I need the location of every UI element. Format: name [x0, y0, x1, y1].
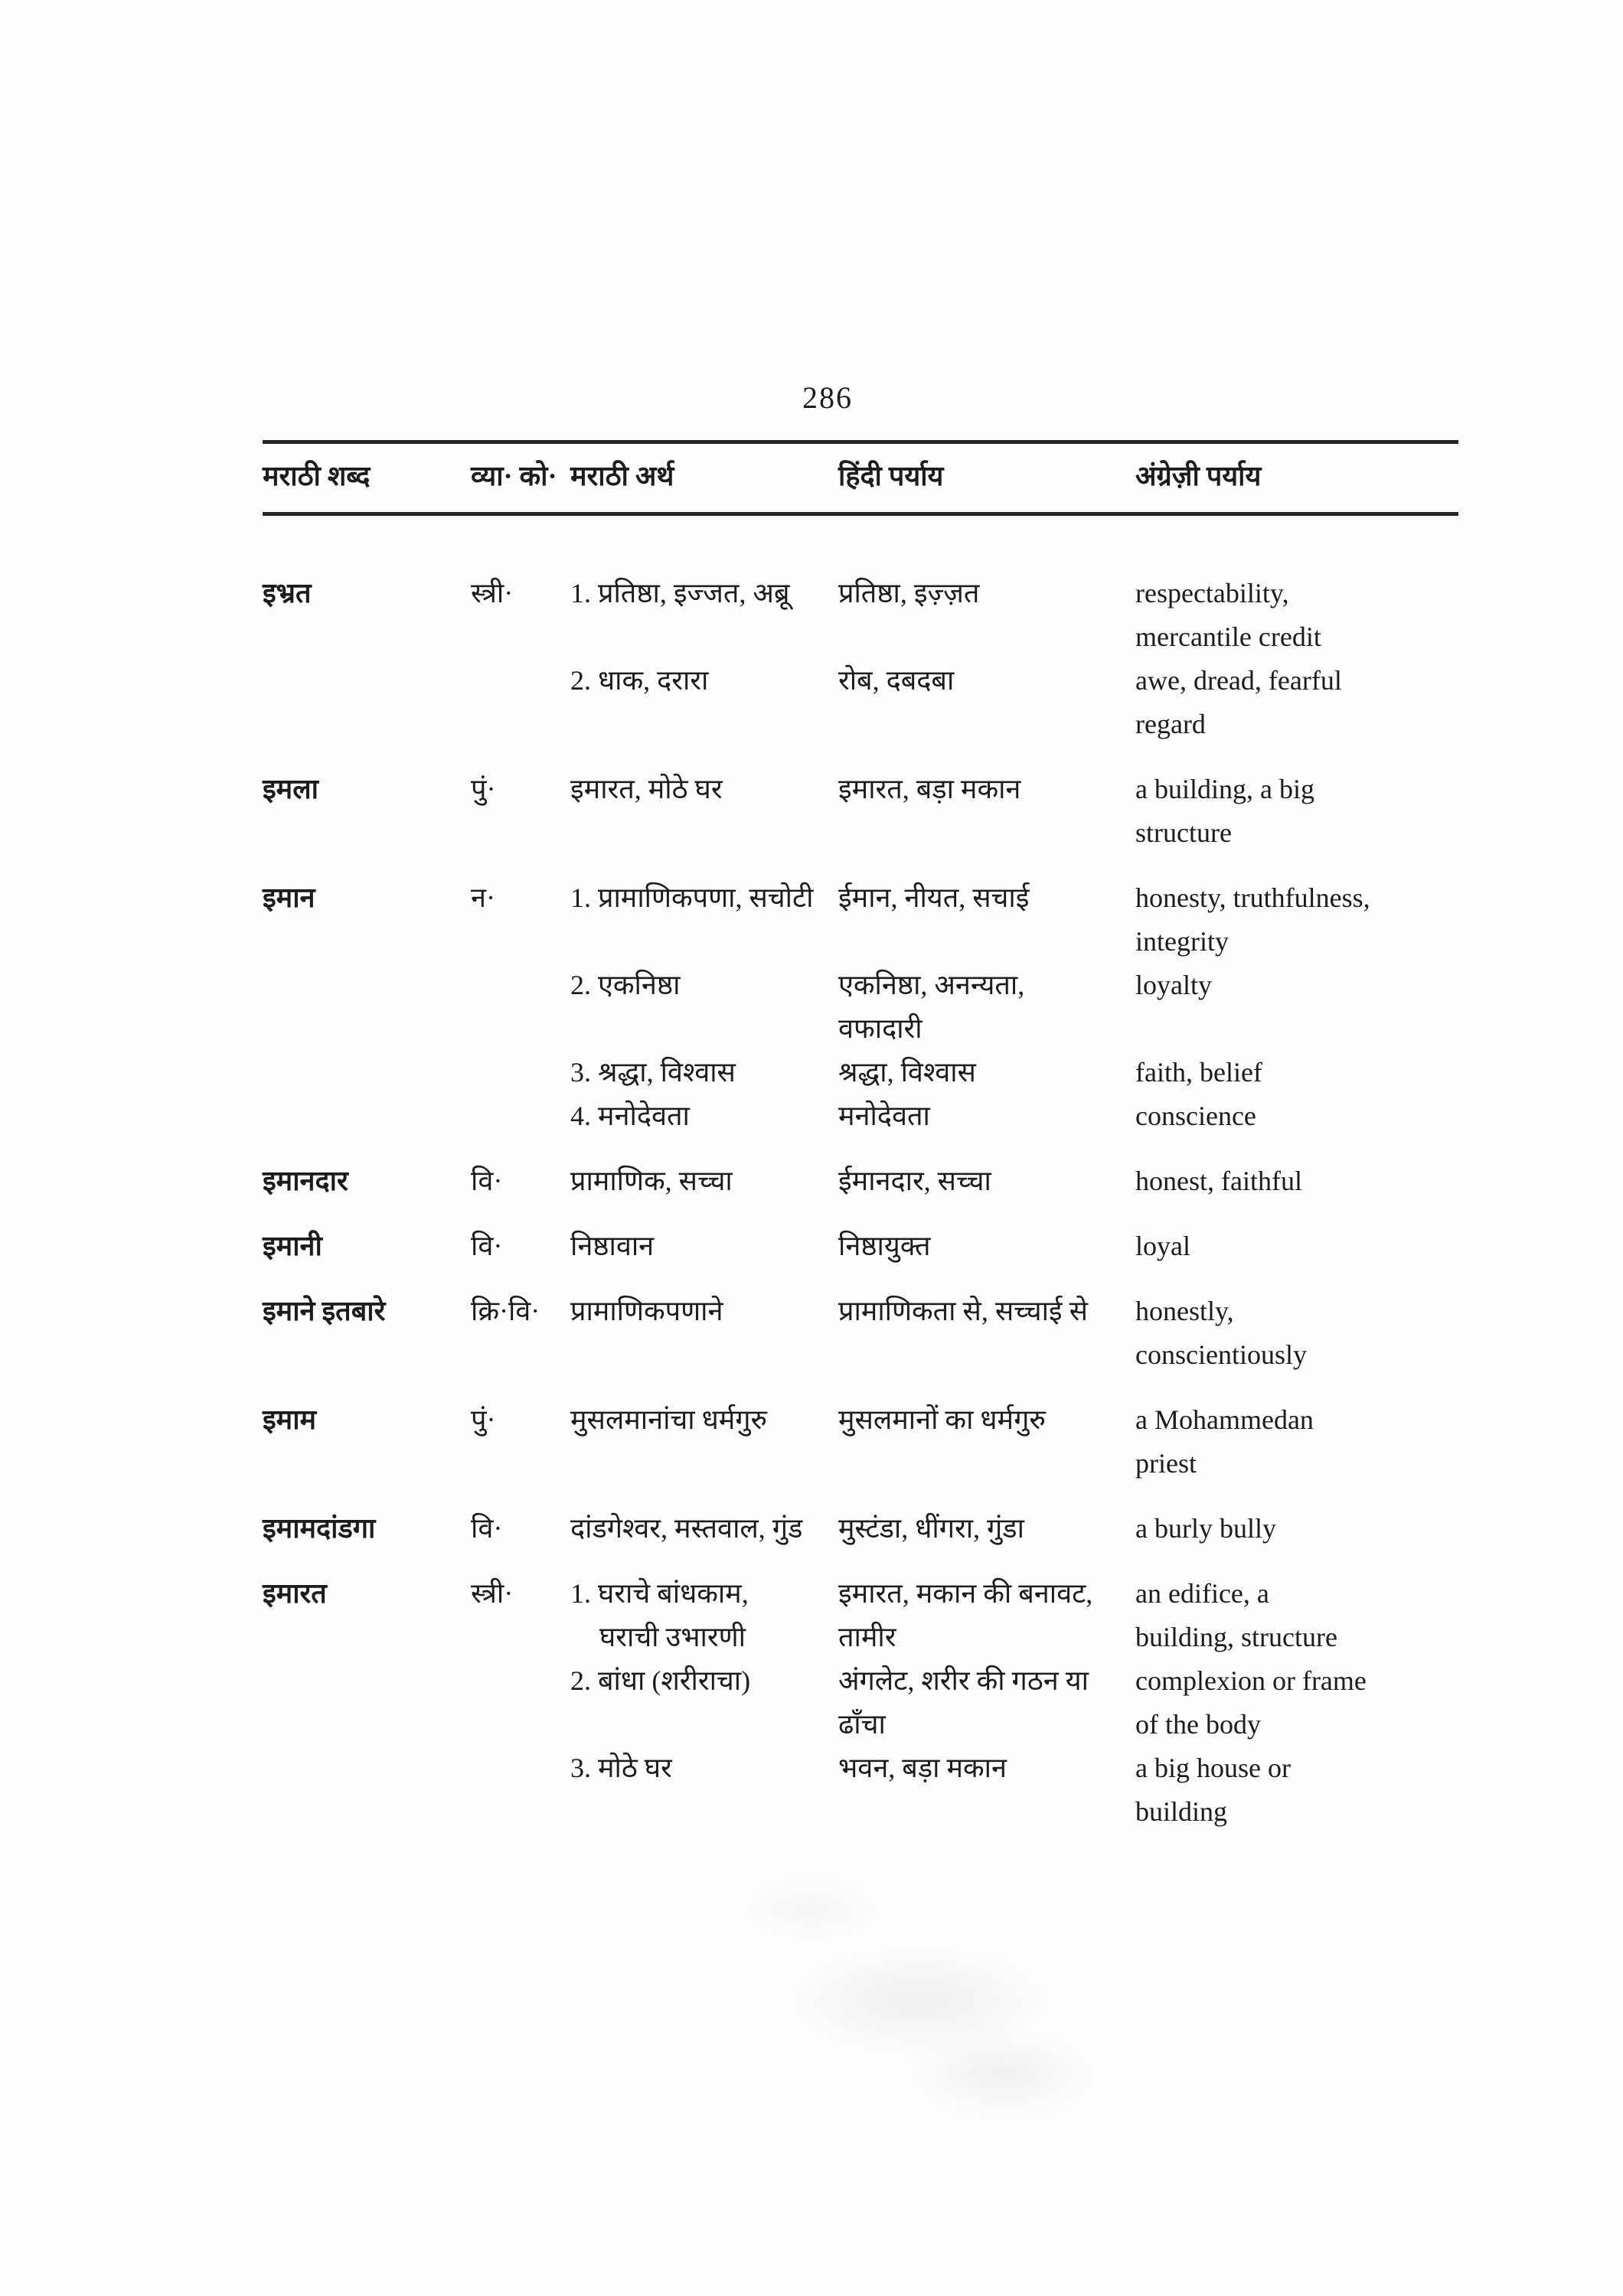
hindi-equivalent: [838, 574, 1135, 661]
dictionary-table: [263, 440, 1458, 1836]
marathi-meaning: [570, 1574, 838, 1662]
text-line: श्रद्धा, विश्वास: [838, 1057, 976, 1088]
dictionary-entry: [263, 574, 1458, 748]
text-line: इमारत, बड़ा मकान: [838, 774, 1021, 804]
text-line: faith, belief: [1135, 1057, 1262, 1088]
text-line: रोब, दबदबा: [838, 665, 955, 696]
english-equivalent: [1135, 1053, 1458, 1097]
text-line: building, structure: [1135, 1622, 1337, 1652]
text-line: awe, dread, fearful: [1135, 665, 1342, 696]
text-line: a burly bully: [1135, 1513, 1276, 1544]
text-line: निष्ठायुक्त: [838, 1231, 931, 1261]
text-line: मुसलमानों का धर्मगुरु: [838, 1404, 1046, 1435]
entry-grammar-label: [471, 1574, 570, 1836]
hindi-equivalent: [838, 661, 1135, 748]
dictionary-entry: [263, 1292, 1458, 1379]
text-line: इमाने इतबारे: [263, 1296, 386, 1326]
entry-senses: [570, 1509, 1458, 1553]
text-line: मुस्टंडा, धींगरा, गुंडा: [838, 1513, 1024, 1544]
marathi-meaning: [570, 770, 838, 857]
text-line: ढाँचा: [838, 1709, 886, 1740]
hindi-equivalent: [838, 1097, 1135, 1140]
text-line: a Mohammedan: [1135, 1404, 1314, 1435]
marathi-meaning: [570, 1401, 838, 1488]
entry-senses: [570, 1162, 1458, 1205]
entry-sense: [570, 770, 1458, 857]
english-equivalent: [1135, 1749, 1458, 1836]
marathi-meaning: [570, 574, 838, 661]
dictionary-entry: [263, 1509, 1458, 1553]
column-header-grammar: व्या· को·: [471, 461, 557, 491]
entry-sense: [570, 1097, 1458, 1140]
english-equivalent: [1135, 1097, 1458, 1140]
scan-artifact: [903, 2028, 1102, 2120]
hindi-equivalent: [838, 1292, 1135, 1379]
page-number: 286: [802, 380, 853, 415]
hindi-equivalent: [838, 1162, 1135, 1205]
text-line: इमारत, मोठे घर: [570, 774, 723, 804]
text-line: इमारत: [263, 1578, 327, 1609]
dictionary-entry: [263, 770, 1458, 857]
entry-sense: [570, 661, 1458, 748]
english-equivalent: [1135, 770, 1458, 857]
text-line: न·: [471, 882, 495, 913]
hindi-equivalent: [838, 1401, 1135, 1488]
entry-headword: [263, 1574, 471, 1836]
text-line: इमारत, मकान की बनावट,: [838, 1578, 1093, 1609]
text-line: इमाम: [263, 1404, 317, 1435]
text-line: loyal: [1135, 1231, 1190, 1261]
text-line: पुं·: [471, 1404, 496, 1435]
text-line: conscientiously: [1135, 1339, 1307, 1370]
scan-artifact: [781, 1944, 1056, 2059]
text-line: ईमान, नीयत, सचाई: [838, 882, 1030, 913]
english-equivalent: [1135, 1227, 1458, 1270]
hindi-equivalent: [838, 1749, 1135, 1836]
text-line: honestly,: [1135, 1296, 1234, 1326]
hindi-equivalent: [838, 1227, 1135, 1270]
text-line: 1. प्रामाणिकपणा, सचोटी: [570, 882, 814, 913]
marathi-meaning: [570, 966, 838, 1053]
entry-headword: [263, 1227, 471, 1270]
entry-senses: [570, 1574, 1458, 1836]
entry-headword: [263, 879, 471, 1140]
entry-senses: [570, 770, 1458, 857]
entry-grammar-label: [471, 770, 570, 857]
text-line: वि·: [471, 1231, 503, 1261]
text-line: an edifice, a: [1135, 1578, 1269, 1609]
entry-headword: [263, 574, 471, 748]
text-line: regard: [1135, 709, 1206, 739]
english-equivalent: [1135, 966, 1458, 1053]
entry-sense: [570, 574, 1458, 661]
hindi-equivalent: [838, 1053, 1135, 1097]
hindi-equivalent: [838, 1662, 1135, 1749]
text-line: इमानदार: [263, 1166, 348, 1196]
text-line: वफादारी: [838, 1013, 923, 1044]
entry-senses: [570, 574, 1458, 748]
english-equivalent: [1135, 574, 1458, 661]
text-line: building: [1135, 1796, 1228, 1827]
text-line: मनोदेवता: [838, 1101, 930, 1131]
text-line: घराची उभारणी: [599, 1622, 746, 1652]
entry-sense: [570, 1292, 1458, 1379]
text-line: इमानी: [263, 1231, 322, 1261]
text-line: 3. श्रद्धा, विश्वास: [570, 1057, 736, 1088]
entry-headword: [263, 770, 471, 857]
text-line: priest: [1135, 1448, 1197, 1479]
entry-grammar-label: [471, 574, 570, 748]
marathi-meaning: [570, 1053, 838, 1097]
entry-sense: [570, 966, 1458, 1053]
text-line: ईमानदार, सच्चा: [838, 1166, 991, 1196]
text-line: पुं·: [471, 774, 496, 804]
marathi-meaning: [570, 1749, 838, 1836]
text-line: वि·: [471, 1513, 503, 1544]
text-line: 1. प्रतिष्ठा, इज्जत, अब्रू: [570, 578, 790, 608]
text-line: integrity: [1135, 926, 1229, 957]
text-line: a big house or: [1135, 1753, 1291, 1783]
text-line: of the body: [1135, 1709, 1261, 1740]
entry-sense: [570, 879, 1458, 966]
text-line: a building, a big: [1135, 774, 1314, 804]
entry-headword: [263, 1509, 471, 1553]
text-line: 4. मनोदेवता: [570, 1101, 690, 1131]
entry-sense: [570, 1401, 1458, 1488]
text-line: loyalty: [1135, 970, 1212, 1000]
text-line: respectability,: [1135, 578, 1289, 608]
text-line: अंगलेट, शरीर की गठन या: [838, 1665, 1089, 1696]
entry-grammar-label: [471, 1509, 570, 1553]
marathi-meaning: [570, 1292, 838, 1379]
column-header-english-equivalent: अंग्रेज़ी पर्याय: [1135, 461, 1262, 491]
scan-artifact: [735, 1875, 888, 1944]
text-line: प्रामाणिकपणाने: [570, 1296, 723, 1326]
text-line: 2. धाक, दरारा: [570, 665, 709, 696]
entry-grammar-label: [471, 1401, 570, 1488]
entry-grammar-label: [471, 1292, 570, 1379]
english-equivalent: [1135, 1292, 1458, 1379]
text-line: conscience: [1135, 1101, 1256, 1131]
dictionary-entry: [263, 1162, 1458, 1205]
text-line: तामीर: [838, 1622, 896, 1652]
text-line: मुसलमानांचा धर्मगुरु: [570, 1404, 768, 1435]
text-line: दांडगेश्वर, मस्तवाल, गुंड: [570, 1513, 803, 1544]
english-equivalent: [1135, 1162, 1458, 1205]
text-line: honest, faithful: [1135, 1166, 1302, 1196]
entry-sense: [570, 1162, 1458, 1205]
text-line: 3. मोठे घर: [570, 1753, 672, 1783]
marathi-meaning: [570, 1162, 838, 1205]
marathi-meaning: [570, 1097, 838, 1140]
marathi-meaning: [570, 661, 838, 748]
entry-senses: [570, 879, 1458, 1140]
text-line: इमामदांडगा: [263, 1513, 376, 1544]
column-header-marathi-word: मराठी शब्द: [263, 461, 371, 491]
entry-headword: [263, 1162, 471, 1205]
text-line: mercantile credit: [1135, 621, 1321, 652]
dictionary-entry: [263, 1574, 1458, 1836]
column-header-hindi-equivalent: हिंदी पर्याय: [838, 461, 944, 491]
text-line: निष्ठावान: [570, 1231, 655, 1261]
marathi-meaning: [570, 879, 838, 966]
text-line: 1. घराचे बांधकाम,: [570, 1578, 749, 1609]
entry-senses: [570, 1227, 1458, 1270]
text-line: भवन, बड़ा मकान: [838, 1753, 1007, 1783]
english-equivalent: [1135, 1401, 1458, 1488]
text-line: वि·: [471, 1166, 503, 1196]
dictionary-entry: [263, 879, 1458, 1140]
hindi-equivalent: [838, 879, 1135, 966]
entry-headword: [263, 1292, 471, 1379]
entry-sense: [570, 1053, 1458, 1097]
entry-senses: [570, 1401, 1458, 1488]
hindi-equivalent: [838, 966, 1135, 1053]
text-line: 2. एकनिष्ठा: [570, 970, 681, 1000]
text-line: structure: [1135, 817, 1232, 848]
entry-senses: [570, 1292, 1458, 1379]
entry-sense: [570, 1574, 1458, 1662]
hindi-equivalent: [838, 770, 1135, 857]
english-equivalent: [1135, 1662, 1458, 1749]
text-line: क्रि·वि·: [471, 1296, 540, 1326]
text-line: स्त्री·: [471, 578, 514, 608]
entry-sense: [570, 1227, 1458, 1270]
english-equivalent: [1135, 661, 1458, 748]
hindi-equivalent: [838, 1509, 1135, 1553]
text-line: प्रतिष्ठा, इज़्ज़त: [838, 578, 980, 608]
entry-headword: [263, 1401, 471, 1488]
entry-grammar-label: [471, 879, 570, 1140]
entry-grammar-label: [471, 1162, 570, 1205]
hindi-equivalent: [838, 1574, 1135, 1662]
entry-sense: [570, 1749, 1458, 1836]
marathi-meaning: [570, 1662, 838, 1749]
entry-sense: [570, 1509, 1458, 1553]
dictionary-entry: [263, 1401, 1458, 1488]
english-equivalent: [1135, 879, 1458, 966]
table-header-row: [263, 440, 1458, 516]
english-equivalent: [1135, 1509, 1458, 1553]
marathi-meaning: [570, 1227, 838, 1270]
text-line: complexion or frame: [1135, 1665, 1367, 1696]
text-line: honesty, truthfulness,: [1135, 882, 1370, 913]
dictionary-entry: [263, 1227, 1458, 1270]
column-header-marathi-meaning: मराठी अर्थ: [570, 461, 674, 491]
text-line: प्रामाणिकता से, सच्चाई से: [838, 1296, 1088, 1326]
text-line: स्त्री·: [471, 1578, 514, 1609]
text-line: एकनिष्ठा, अनन्यता,: [838, 970, 1025, 1000]
text-line: इमान: [263, 882, 315, 913]
entries-container: [263, 516, 1458, 1836]
text-line: इभ्रत: [263, 578, 312, 608]
text-line: 2. बांधा (शरीराचा): [570, 1665, 751, 1696]
english-equivalent: [1135, 1574, 1458, 1662]
entry-grammar-label: [471, 1227, 570, 1270]
marathi-meaning: [570, 1509, 838, 1553]
entry-sense: [570, 1662, 1458, 1749]
text-line: प्रामाणिक, सच्चा: [570, 1166, 733, 1196]
text-line: इमला: [263, 774, 318, 804]
